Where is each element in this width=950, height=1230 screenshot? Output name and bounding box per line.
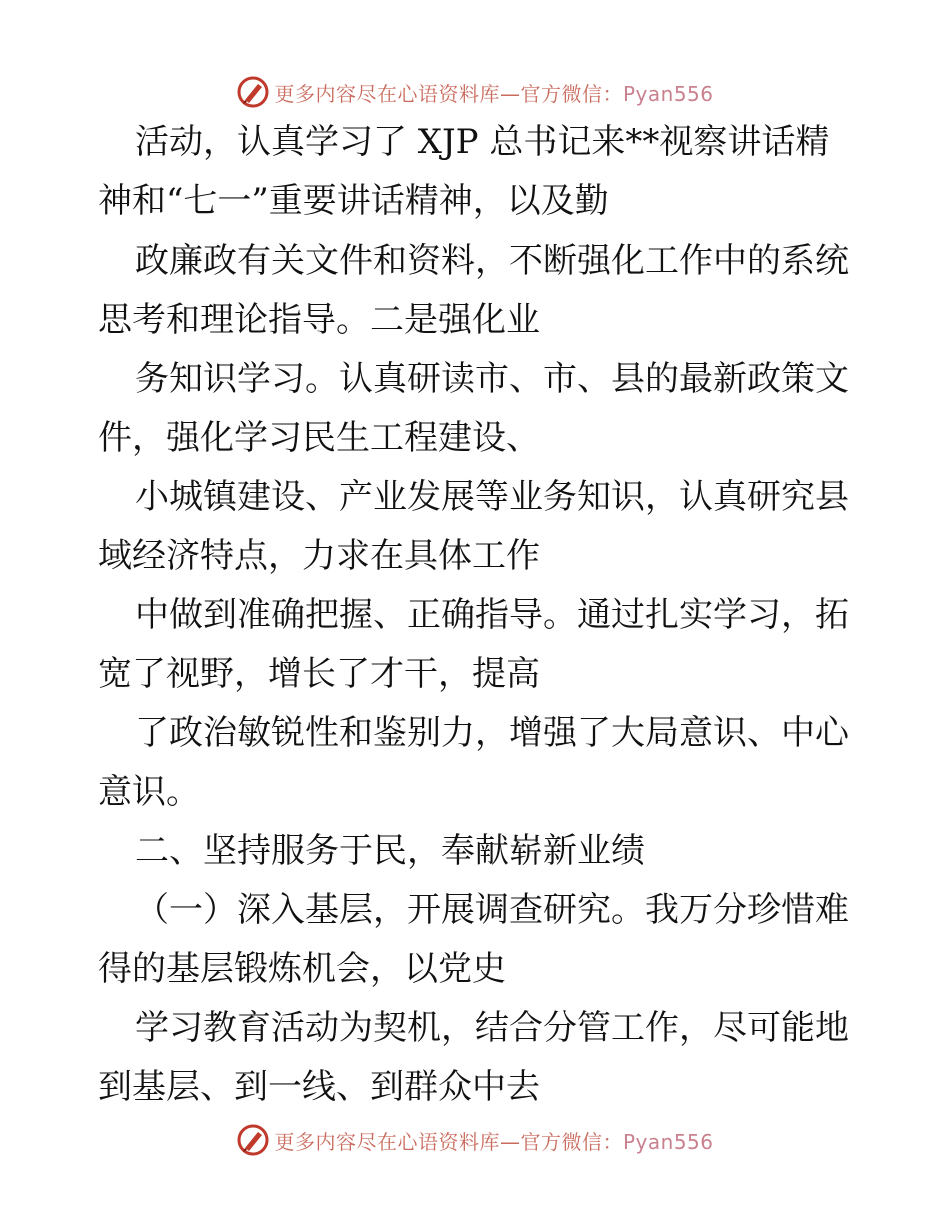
footer-watermark: [0, 1120, 950, 1160]
body-line: 得的基层锻炼机会，以党史: [98, 949, 506, 989]
section-heading: 二、坚持服务于民，奉献崭新业绩: [135, 831, 645, 871]
body-line: 到基层、到一线、到群众中去: [98, 1067, 540, 1107]
body-line: 了政治敏锐性和鉴别力，增强了大局意识、中心: [135, 713, 849, 753]
body-line: 件，强化学习民生工程建设、: [98, 418, 540, 458]
body-line: 政廉政有关文件和资料，不断强化工作中的系统: [135, 241, 849, 281]
watermark-text: 更多内容尽在心语资料库—官方微信：Pyan556: [274, 1129, 714, 1154]
body-line: 务知识学习。认真研读市、市、县的最新政策文: [135, 359, 849, 399]
body-line: 域经济特点，力求在具体工作: [98, 536, 540, 576]
header-watermark: [0, 72, 950, 112]
body-line: 小城镇建设、产业发展等业务知识，认真研究县: [135, 477, 849, 517]
pen-logo-icon: [236, 75, 270, 109]
body-line: 中做到准确把握、正确指导。通过扎实学习，拓: [135, 595, 849, 635]
body-line: 意识。: [98, 772, 200, 812]
body-line: 学习教育活动为契机，结合分管工作，尽可能地: [135, 1008, 849, 1048]
body-line: 宽了视野，增长了才干，提高: [98, 654, 540, 694]
watermark-text: 更多内容尽在心语资料库—官方微信：Pyan556: [274, 81, 714, 106]
body-line: 活动，认真学习了 XJP 总书记来**视察讲话精: [135, 122, 830, 162]
body-line: （一）深入基层，开展调查研究。我万分珍惜难: [135, 890, 849, 930]
body-line: 神和“七一”重要讲话精神，以及勤: [98, 181, 609, 221]
body-line: 思考和理论指导。二是强化业: [98, 300, 540, 340]
pen-logo-icon: [236, 1123, 270, 1157]
